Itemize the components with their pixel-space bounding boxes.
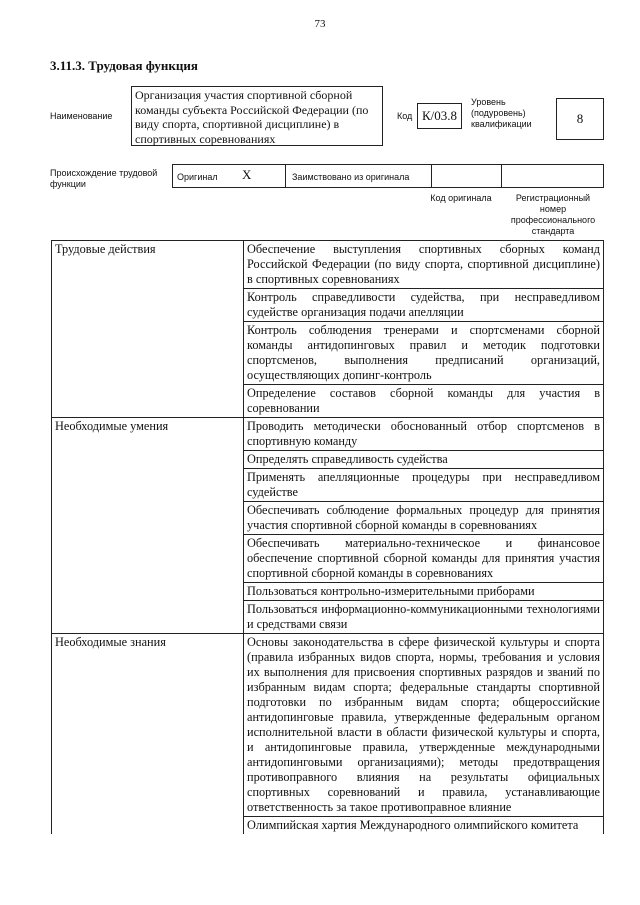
labor-function-table-body [52, 241, 604, 835]
item-cell: Основы законодательства в сфере физической культуры и спорта (правила избранных видов спорта, нормы, требования и условия их выполнения для присвоения спортивных разрядов и званий по избранным видам спорта; федеральные стандарты спортивной подготовки по избранным видам спорта; общероссийские антидопинговые правила, утвержденные федеральным органом исполнительной власти в области физической культуры и спорта, и антидопинговые правила, утвержденные международными антидопинговыми организациями); методы предотвращения противоправного влияния на результаты официальных спортивных соревнований и правила, устанавливающие ответственность за такое противоправное влияние [244, 634, 604, 817]
item-cell: Определение составов сборной команды для участия в соревновании [244, 385, 604, 418]
item-cell: Обеспечивать соблюдение формальных процедур для принятия участия спортивной сборной команды в соревнованиях [244, 502, 604, 535]
category-cell: Трудовые действия [52, 241, 244, 418]
category-cell: Необходимые умения [52, 418, 244, 634]
category-cell: Необходимые знания [52, 634, 244, 835]
original-label: Оригинал [177, 172, 218, 182]
level-value-box: 8 [556, 98, 604, 140]
name-label: Наименование [50, 111, 113, 121]
origin-cell-code [432, 165, 502, 187]
origin-label: Происхождение трудовой функции [50, 168, 158, 189]
item-cell: Определять справедливость судейства [244, 451, 604, 469]
code-label: Код [397, 111, 413, 121]
table-row [52, 241, 604, 289]
item-cell: Контроль соблюдения тренерами и спортсменами сборной команды антидопинговых правил и методик подготовки спортсменов, выполнения предписаний организаций, осуществляющих допинг-контроль [244, 322, 604, 385]
page-number: 73 [314, 18, 326, 30]
section-title: 3.11.3. Трудовая функция [50, 58, 198, 73]
registration-number-label: Регистрационный номер профессионального стандарта [510, 193, 596, 236]
item-cell: Олимпийская хартия Международного олимпийского комитета [244, 817, 604, 835]
item-cell: Контроль справедливости судейства, при несправедливом судействе организация подачи апелляции [244, 289, 604, 322]
borrowed-label: Заимствовано из оригинала [292, 172, 410, 182]
original-mark: X [242, 167, 252, 182]
labor-function-table [51, 240, 604, 834]
item-cell: Обеспечивать материально-техническое и финансовое обеспечение спортивной сборной команды для принятия участия спортивной сборной команды в соревнованиях [244, 535, 604, 583]
item-cell: Обеспечение выступления спортивных сборных команд Российской Федерации (по виду спорта, спортивной дисциплине) в спортивных соревнованиях [244, 241, 604, 289]
item-cell: Пользоваться информационно-коммуникационными технологиями и средствами связи [244, 601, 604, 634]
table-row [52, 418, 604, 451]
table-row [52, 634, 604, 817]
item-cell: Применять апелляционные процедуры при несправедливом судействе [244, 469, 604, 502]
item-cell: Пользоваться контрольно-измерительными приборами [244, 583, 604, 601]
item-cell: Проводить методически обоснованный отбор спортсменов в спортивную команду [244, 418, 604, 451]
function-name-box: Организация участия спортивной сборной команды субъекта Российской Федерации (по виду спорта, спортивной дисциплине) в спортивных соревнованиях [131, 86, 383, 146]
code-value-box: К/03.8 [417, 103, 462, 129]
code-original-label: Код оригинала [430, 193, 492, 203]
level-label: Уровень (подуровень) квалификации [471, 97, 532, 129]
